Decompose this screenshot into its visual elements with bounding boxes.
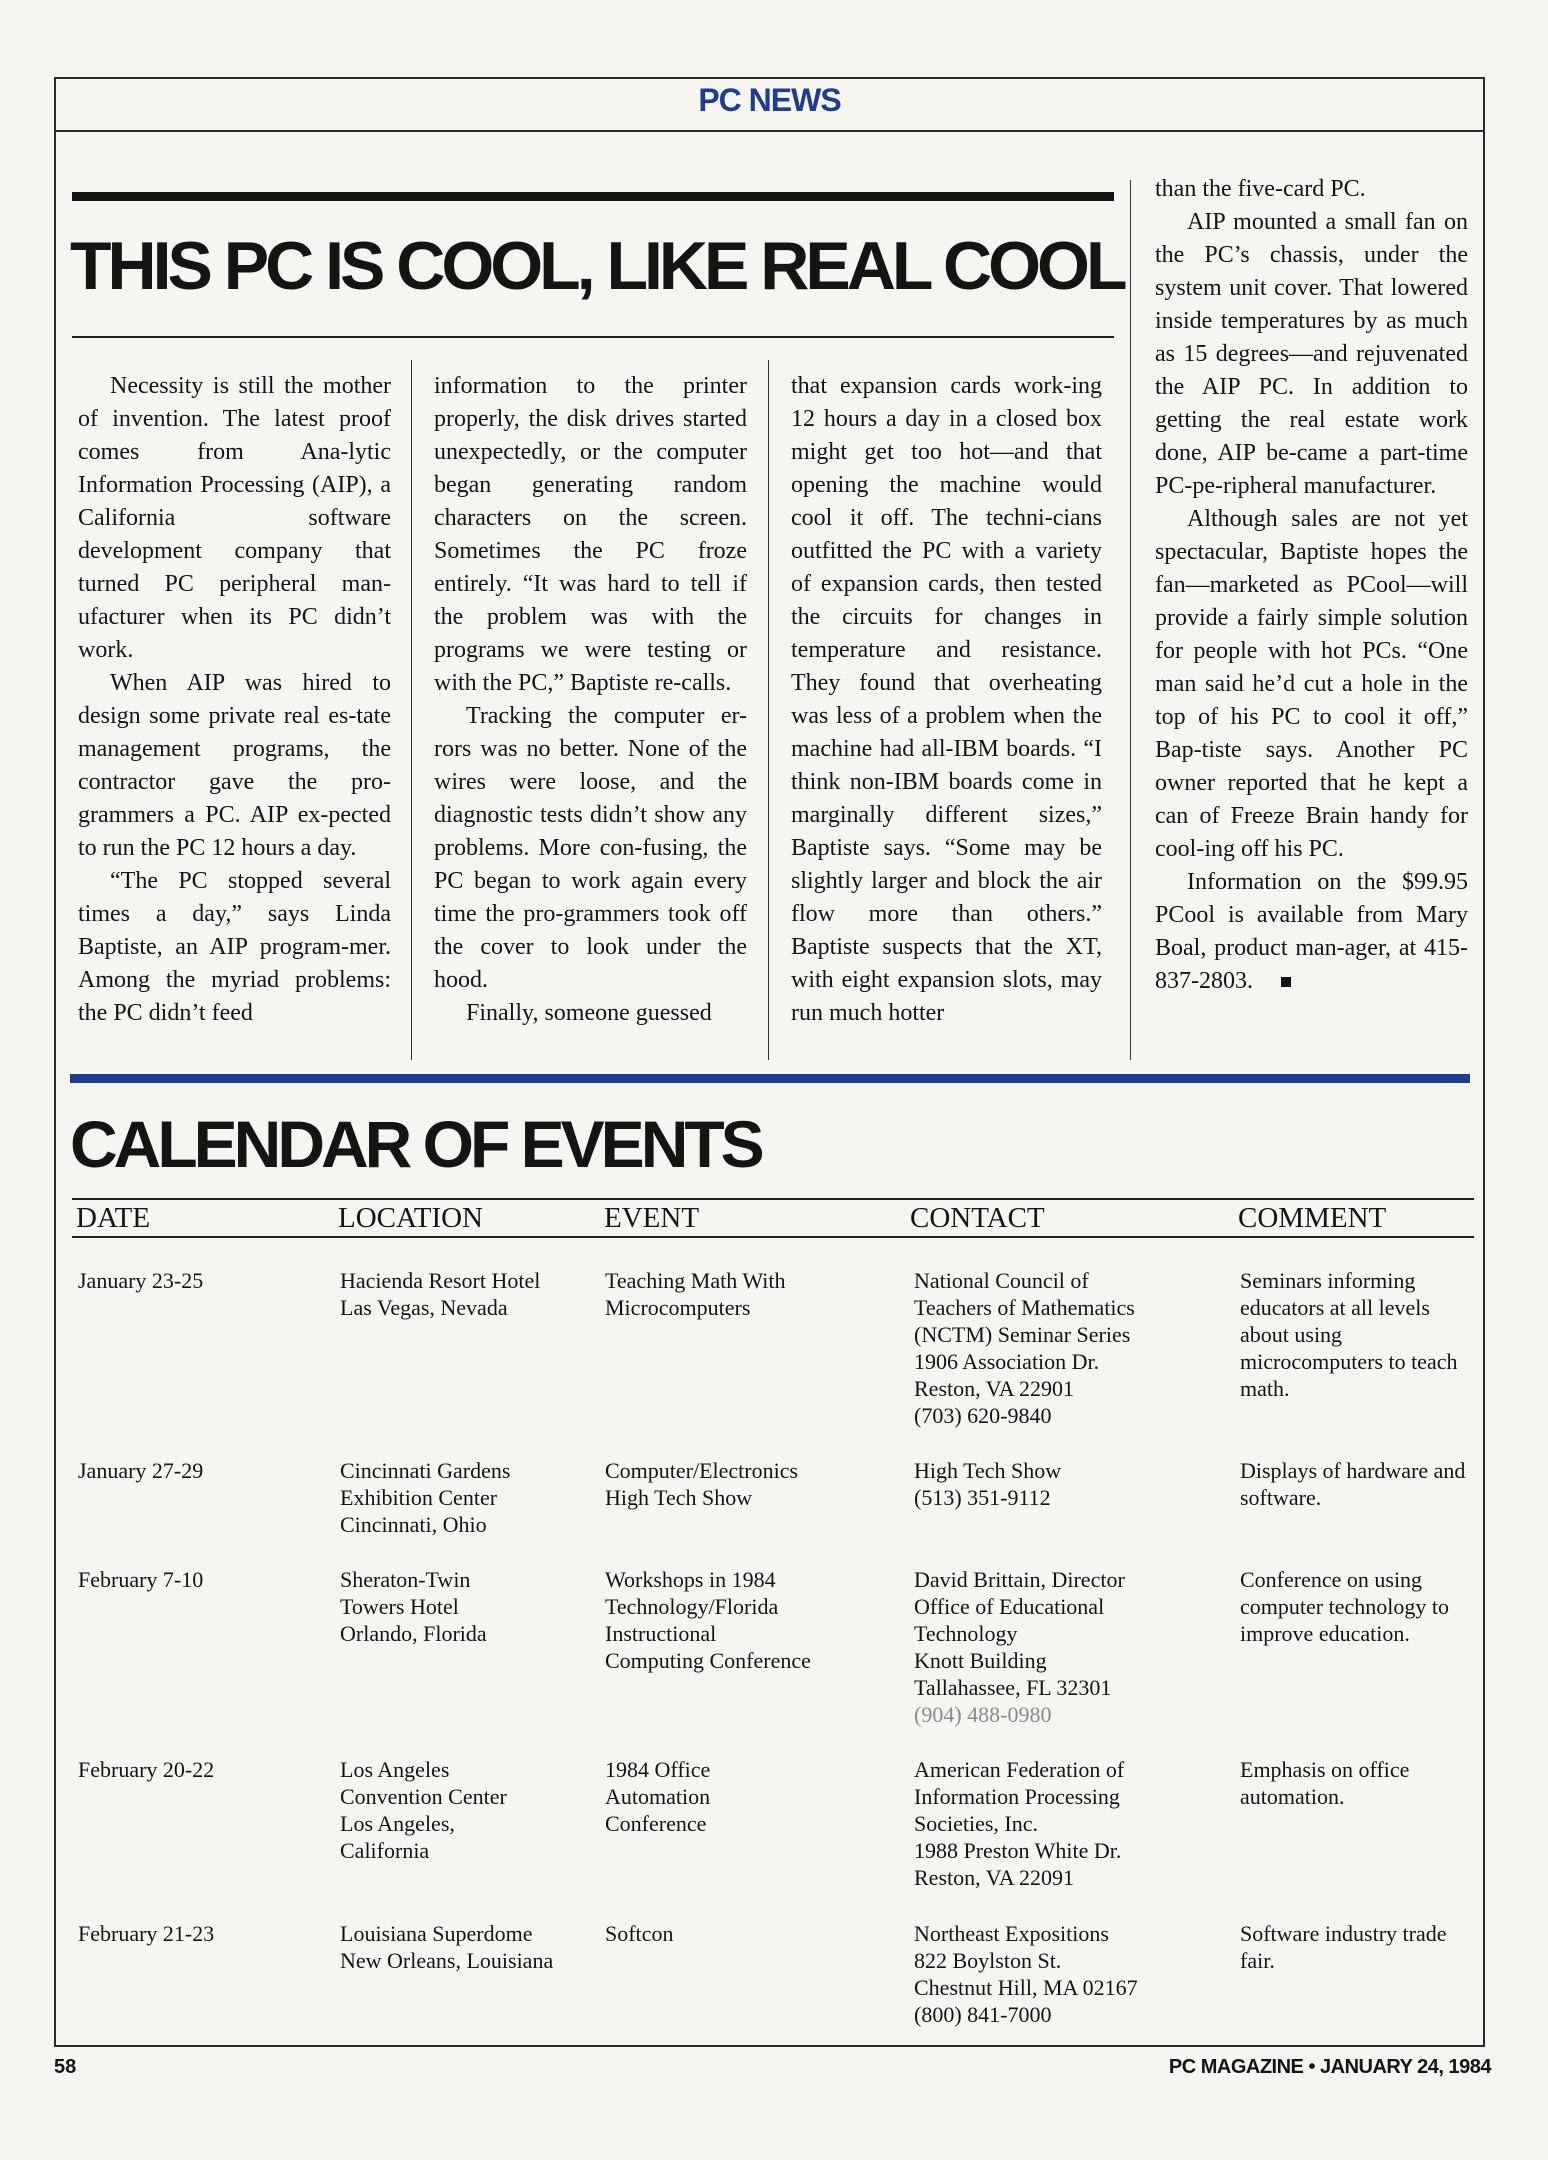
contact-line: 1988 Preston White Dr. [914,1838,1122,1863]
header-event: EVENT [604,1202,700,1234]
location-line: California [340,1838,430,1863]
event-line: Workshops in 1984 [605,1567,776,1592]
paragraph: When AIP was hired to design some private real es-tate management programs, the contractor gave the pro-grammers a PC. AIP ex-pected to run the PC 12 hours a day. [78,670,391,861]
paragraph: AIP mounted a small fan on the PC’s chassis, under the system unit cover. That lowered inside temperatures by as much as 15 degrees—and rejuvenated the AIP PC. In addition to getting the real estate work done, AIP be-came a part-time PC-pe-ripheral manufacturer. [1155,209,1468,499]
paragraph: “The PC stopped several times a day,” says Linda Baptiste, an AIP program-mer. Among the myriad problems: the PC didn’t feed [78,868,391,1026]
paragraph: than the five-card PC. [1155,176,1366,202]
row-4-date: February 20-22 [78,1757,215,1782]
headline-rule-bottom [72,336,1114,338]
contact-line: Knott Building [914,1648,1047,1673]
location-line: Exhibition Center [340,1485,498,1510]
row-5-date: February 21-23 [78,1921,215,1946]
article-column-4 [1155,173,1468,998]
row-3-location [340,1566,487,1647]
section-label: PC NEWS [698,82,841,118]
row-3-date: February 7-10 [78,1567,204,1592]
article-headline: THIS PC IS COOL, LIKE REAL COOL [70,228,1124,304]
paragraph-text: Information on the $99.95 PCool is available from Mary Boal, product man-ager, at 415-837-2803. [1155,869,1468,994]
contact-line: Chestnut Hill, MA 02167 [914,1975,1138,2000]
calendar-header-rule-bottom [72,1236,1474,1238]
row-2-event [605,1457,798,1511]
header-comment: COMMENT [1238,1202,1387,1234]
page-number: 58 [54,2056,77,2078]
contact-line: (800) 841-7000 [914,2002,1052,2027]
row-1-contact [914,1267,1135,1429]
location-line: Las Vegas, Nevada [340,1295,508,1320]
contact-line: (NCTM) Seminar Series [914,1322,1131,1347]
row-4-contact [914,1756,1124,1891]
paragraph [1155,866,1468,998]
paragraph: Finally, someone guessed [466,1000,712,1026]
column-divider [411,360,412,1060]
row-1-event [605,1267,785,1321]
row-4-comment: Emphasis on office automation. [1240,1757,1410,1809]
row-1-comment: Seminars informing educators at all levels about using microcomputers to teach math. [1240,1268,1458,1401]
event-line: Softcon [605,1921,674,1946]
event-line: Computing Conference [605,1648,811,1673]
event-line: Computer/Electronics [605,1458,799,1483]
location-line: Towers Hotel [340,1594,459,1619]
row-2-contact [914,1457,1061,1511]
row-4-location [340,1756,507,1864]
event-line: Microcomputers [605,1295,751,1320]
contact-line: Information Processing [914,1784,1120,1809]
event-line: Technology/Florida [605,1594,779,1619]
row-2-location [340,1457,510,1538]
location-line: Orlando, Florida [340,1621,487,1646]
contact-line: Teachers of Mathematics [914,1295,1135,1320]
contact-line: Tallahassee, FL 32301 [914,1675,1112,1700]
location-line: New Orleans, Louisiana [340,1948,554,1973]
calendar-title: CALENDAR OF EVENTS [70,1107,761,1181]
header-date: DATE [76,1202,151,1234]
headline-rule-top [72,192,1114,201]
contact-line: Reston, VA 22901 [914,1376,1074,1401]
paragraph: information to the printer properly, the disk drives started unexpectedly, or the computer began generating random characters on the screen. Sometimes the PC froze entirely. “It was hard to tell if the problem was with the programs we were testing or with the PC,” Baptiste re-calls. [434,373,747,696]
event-line: Instructional [605,1621,717,1646]
location-line: Louisiana Superdome [340,1921,533,1946]
row-5-comment: Software industry trade fair. [1240,1921,1447,1973]
section-rule [56,130,1483,132]
paragraph: Necessity is still the mother of invention. The latest proof comes from Ana-lytic Information Processing (AIP), a California software development company that turned PC peripheral man-ufacturer when its PC didn’t work. [78,373,391,663]
article-column-1 [78,370,391,1030]
end-of-article-icon [1281,977,1291,987]
location-line: Cincinnati, Ohio [340,1512,487,1537]
column-divider [768,360,769,1060]
row-2-date: January 27-29 [78,1458,204,1483]
row-5-event [605,1920,673,1947]
paragraph: Although sales are not yet spectacular, Baptiste hopes the fan—marketed as PCool—will provide a fairly simple solution for people with hot PCs. “One man said he’d cut a hole in the top of his PC to cool it off,” Bap-tiste says. Another PC owner reported that he kept a can of Freeze Brain handy for cool-ing off his PC. [1155,506,1468,862]
publication-line: PC MAGAZINE • JANUARY 24, 1984 [1168,2056,1491,2078]
contact-line: National Council of [914,1268,1089,1293]
event-line: Teaching Math With [605,1268,786,1293]
article-column-3 [791,370,1102,1030]
header-location: LOCATION [338,1202,483,1234]
event-line: Automation [605,1784,711,1809]
location-line: Cincinnati Gardens [340,1458,511,1483]
contact-line: American Federation of [914,1757,1125,1782]
contact-line: 822 Boylston St. [914,1948,1062,1973]
row-1-location [340,1267,540,1321]
contact-line: (904) 488-0980 [914,1702,1052,1727]
location-line: Hacienda Resort Hotel [340,1268,541,1293]
column-divider [1130,180,1131,1060]
contact-line: Office of Educational [914,1594,1105,1619]
header-contact: CONTACT [910,1202,1045,1234]
contact-line: (513) 351-9112 [914,1485,1051,1510]
location-line: Los Angeles [340,1757,450,1782]
contact-line: Technology [914,1621,1018,1646]
row-3-event [605,1566,811,1674]
event-line: Conference [605,1811,707,1836]
contact-line: Reston, VA 22091 [914,1865,1074,1890]
location-line: Convention Center [340,1784,507,1809]
row-5-contact [914,1920,1138,2028]
contact-line: Societies, Inc. [914,1811,1039,1836]
row-3-comment: Conference on using computer technology to improve education. [1240,1567,1449,1646]
event-line: 1984 Office [605,1757,711,1782]
row-5-location [340,1920,553,1974]
row-4-event [605,1756,710,1837]
contact-line: 1906 Association Dr. [914,1349,1100,1374]
location-line: Sheraton-Twin [340,1567,471,1592]
event-line: High Tech Show [605,1485,753,1510]
row-3-contact [914,1566,1125,1728]
location-line: Los Angeles, [340,1811,455,1836]
paragraph: that expansion cards work-ing 12 hours a day in a closed box might get too hot—and that opening the machine would cool it off. The techni-cians outfitted the PC with a variety of expansion cards, then tested the circuits for changes in temperature and resistance. They found that overheating was less of a problem when the machine had all-IBM boards. “I think non-IBM boards come in marginally different sizes,” Baptiste says. “Some may be slightly larger and block the air flow more than others.” Baptiste suspects that the XT, with eight expansion slots, may run much hotter [791,373,1102,1026]
article-end-rule [70,1074,1470,1083]
contact-line: Northeast Expositions [914,1921,1109,1946]
contact-line: David Brittain, Director [914,1567,1125,1592]
paragraph: Tracking the computer er-rors was no better. None of the wires were loose, and the diagnostic tests didn’t show any problems. More con-fusing, the PC began to work again every time the pro-grammers took off the cover to look under the hood. [434,703,747,993]
contact-line: High Tech Show [914,1458,1062,1483]
article-column-2 [434,370,747,1030]
row-1-date: January 23-25 [78,1268,204,1293]
contact-line: (703) 620-9840 [914,1403,1052,1428]
row-2-comment: Displays of hardware and software. [1240,1458,1466,1510]
